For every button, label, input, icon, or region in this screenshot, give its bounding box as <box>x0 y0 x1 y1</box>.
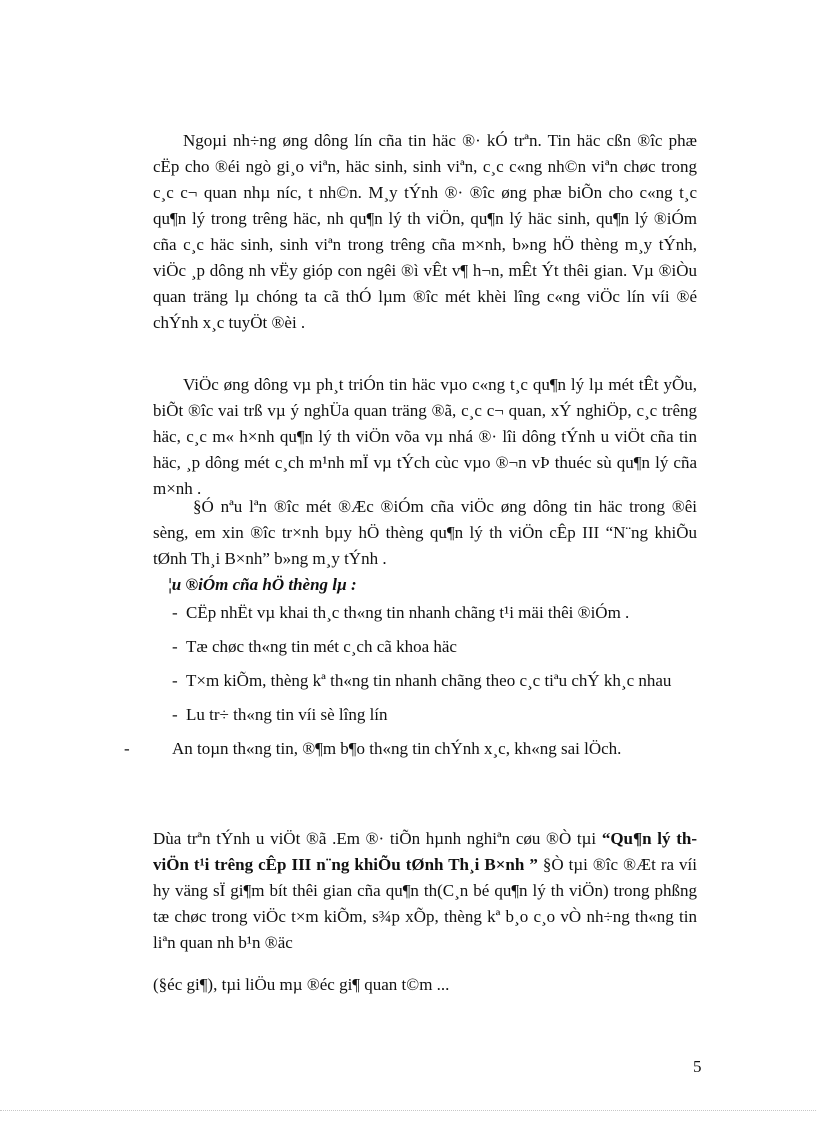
paragraph-closing: (§éc gi¶), tµi liÖu mµ ®éc gi¶ quan t©m ... <box>153 975 450 994</box>
paragraph-topic <box>153 826 697 956</box>
bullet-dash: - <box>172 671 178 690</box>
list-item-text: Tæ chøc th«ng tin mét c¸ch cã khoa häc <box>186 637 457 656</box>
list-item <box>124 736 697 762</box>
list-item-text: Lu tr÷ th«ng tin víi sè lîng lín <box>186 705 388 724</box>
bullet-dash: - <box>172 705 178 724</box>
bullet-dash: - <box>172 603 178 622</box>
paragraph-necessity: ViÖc øng dông vµ ph¸t triÓn tin häc vµo c«ng t¸c qu¶n lý lµ mét tÊt yÕu, biÕt ®îc vai trß vµ ý nghÜa quan träng ®ã, c¸c c¬ quan, xÝ nghiÖp, c¸c trêng häc, c¸c m« h×nh qu¶n lý th viÖn võa vµ nhá ®· lîi dông tÝnh u viÖt cña tin häc, ¸p dông mét c¸ch m¹nh mÏ vµ tÝch cùc vµo ®¬n vÞ thuéc sù qu¶n lý cña m×nh . <box>153 375 697 498</box>
features-heading: ¦u ®iÓm cña hÖ thèng lµ : <box>168 575 357 594</box>
paragraph-intro: Ngoµi nh÷ng øng dông lín cña tin häc ®· kÓ trªn. Tin häc cßn ®îc phæ cËp cho ®éi ngò gi¸o viªn, häc sinh, sinh viªn, c¸c c«ng nh©n viªn chøc trong c¸c c¬ quan nhµ níc, t nh©n. M¸y tÝnh ®· ®îc øng phæ biÕn cho c«ng t¸c qu¶n lý trong trêng häc, nh qu¶n lý th viÖn, qu¶n lý häc sinh, qu¶n lý ®iÓm cña c¸c häc sinh, sinh viªn trong trêng cña m×nh, b»ng hÖ thèng m¸y tÝnh, viÖc ¸p dông nh vËy gióp con ngêi ®ì vÊt v¶ h¬n, mÊt Ýt thêi gian. Vµ ®iÒu quan träng lµ chóng ta cã thÓ lµm ®îc mét khèi lîng c«ng viÖc lín víi ®é chÝnh x¸c tuyÖt ®èi . <box>153 131 697 332</box>
page-number: 5 <box>693 1057 702 1076</box>
topic-intro-text: Dùa trªn tÝnh u viÖt ®ã .Em ®· tiÕn hµnh nghiªn cøu ®Ò tµi <box>153 829 597 848</box>
page-bottom-divider <box>0 1110 816 1111</box>
list-item <box>172 600 697 626</box>
paragraph-purpose: §Ó nªu lªn ®îc mét ®Æc ®iÓm cña viÖc øng dông tin häc trong ®êi sèng, em xin ®îc tr×nh bµy hÖ thèng qu¶n lý th viÖn cÊp III “N¨ng khiÕu tØnh Th¸i B×nh” b»ng m¸y tÝnh . <box>153 497 697 568</box>
list-item-text: An toµn th«ng tin, ®¶m b¶o th«ng tin chÝnh x¸c, kh«ng sai lÖch. <box>172 739 622 758</box>
list-item <box>172 702 697 728</box>
list-item-text: T×m kiÕm, thèng kª th«ng tin nhanh chãng theo c¸c tiªu chÝ kh¸c nhau <box>186 671 672 690</box>
list-item <box>172 668 697 694</box>
bullet-dash: - <box>124 739 130 758</box>
list-item-text: CËp nhËt vµ khai th¸c th«ng tin nhanh chãng t¹i mäi thêi ®iÓm . <box>186 603 630 622</box>
features-list <box>124 600 697 762</box>
topic-title: “Qu¶n lý th viÖn t¹i trêng cÊp III n¨ng khiÕu tØnh Th¸i B×nh ” <box>153 829 697 874</box>
topic-description-text: §Ò tµi ®îc ®Æt ra víi hy väng sÏ gi¶m bít thêi gian cña qu¶n th(C¸n bé qu¶n lý th viÖn) trong phßng tæ chøc trong viÖc t×m kiÕm, s¾p xÕp, thèng kª b¸o c¸o vÒ nh÷ng th«ng tin liªn quan nh b¹n ®äc <box>153 855 697 952</box>
list-item <box>172 634 697 660</box>
bullet-dash: - <box>172 637 178 656</box>
